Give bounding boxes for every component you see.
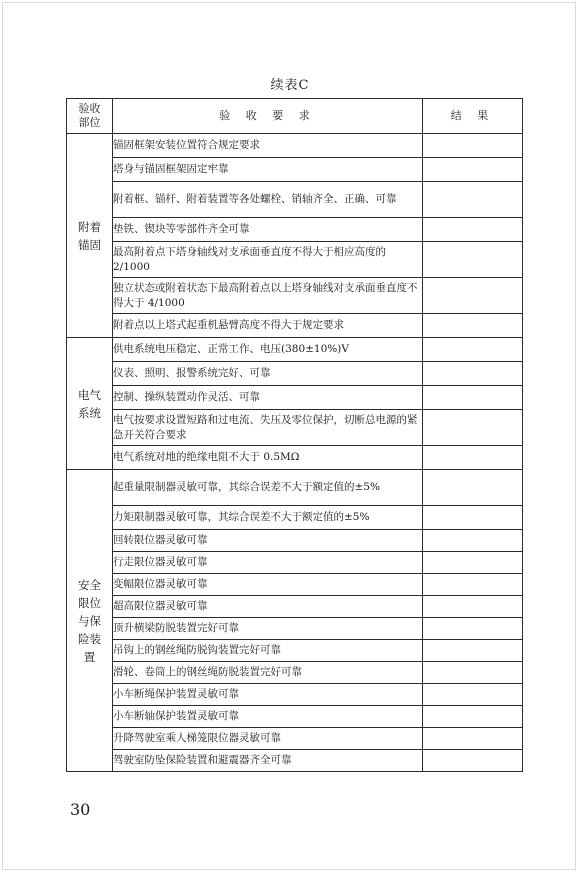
table-row — [67, 574, 523, 596]
section-part-label: 附着锚固 — [78, 219, 101, 252]
requirement-cell: 力矩限制器灵敏可靠，其综合误差不大于额定值的±5% — [113, 506, 423, 530]
requirement-cell: 变幅限位器灵敏可靠 — [113, 574, 423, 596]
section-part-label: 电气系统 — [78, 387, 101, 420]
result-cell[interactable] — [423, 574, 523, 596]
requirement-cell: 行走限位器灵敏可靠 — [113, 552, 423, 574]
table-row — [67, 362, 523, 386]
table-row — [67, 134, 523, 158]
result-cell[interactable] — [423, 470, 523, 506]
requirement-cell: 最高附着点下塔身轴线对支承面垂直度不得大于相应高度的 2/1000 — [113, 242, 423, 278]
table-row — [67, 506, 523, 530]
table-row — [67, 750, 523, 772]
result-cell[interactable] — [423, 596, 523, 618]
table-header-row — [67, 99, 523, 134]
section-part-attachment — [67, 134, 113, 338]
requirement-cell: 吊钩上的钢丝绳防脱钩装置完好可靠 — [113, 640, 423, 662]
requirement-cell: 升降驾驶室乘人梯笼限位器灵敏可靠 — [113, 728, 423, 750]
table-row — [67, 158, 523, 182]
requirement-cell: 塔身与锚固框架固定牢靠 — [113, 158, 423, 182]
result-cell[interactable] — [423, 506, 523, 530]
result-cell[interactable] — [423, 530, 523, 552]
header-result: 结 果 — [423, 99, 523, 134]
result-cell[interactable] — [423, 684, 523, 706]
table-row — [67, 446, 523, 470]
result-cell[interactable] — [423, 750, 523, 772]
section-part-label: 安全限位与保险装置 — [78, 577, 101, 664]
result-cell[interactable] — [423, 552, 523, 574]
header-requirement: 验 收 要 求 — [113, 99, 423, 134]
requirement-cell: 小车断绳保护装置灵敏可靠 — [113, 684, 423, 706]
table-row — [67, 552, 523, 574]
table-row — [67, 314, 523, 338]
requirement-cell: 电气系统对地的绝缘电阻不大于 0.5MΩ — [113, 446, 423, 470]
requirement-cell: 附着框、锚杆、附着装置等各处螺栓、销轴齐全、正确、可靠 — [113, 182, 423, 218]
table-row — [67, 640, 523, 662]
table-row — [67, 218, 523, 242]
result-cell[interactable] — [423, 278, 523, 314]
requirement-cell: 附着点以上塔式起重机悬臂高度不得大于规定要求 — [113, 314, 423, 338]
result-cell[interactable] — [423, 218, 523, 242]
result-cell[interactable] — [423, 134, 523, 158]
table-row — [67, 706, 523, 728]
table-row — [67, 530, 523, 552]
section-part-electrical — [67, 338, 113, 470]
result-cell[interactable] — [423, 662, 523, 684]
result-cell[interactable] — [423, 314, 523, 338]
result-cell[interactable] — [423, 362, 523, 386]
table-row — [67, 182, 523, 218]
requirement-cell: 垫铁、锲块等零部件齐全可靠 — [113, 218, 423, 242]
section-part-safety — [67, 470, 113, 772]
result-cell[interactable] — [423, 182, 523, 218]
result-cell[interactable] — [423, 158, 523, 182]
result-cell[interactable] — [423, 386, 523, 410]
table-row — [67, 662, 523, 684]
result-cell[interactable] — [423, 728, 523, 750]
table-row — [67, 618, 523, 640]
requirement-cell: 供电系统电压稳定、正常工作、电压(380±10%)V — [113, 338, 423, 362]
acceptance-table — [66, 98, 523, 772]
requirement-cell: 控制、操纵装置动作灵活、可靠 — [113, 386, 423, 410]
result-cell[interactable] — [423, 338, 523, 362]
requirement-cell: 超高限位器灵敏可靠 — [113, 596, 423, 618]
header-part-label — [77, 102, 103, 129]
result-cell[interactable] — [423, 640, 523, 662]
requirement-cell: 起重量限制器灵敏可靠，其综合误差不大于额定值的±5% — [113, 470, 423, 506]
requirement-cell: 小车断轴保护装置灵敏可靠 — [113, 706, 423, 728]
page-number: 30 — [70, 800, 91, 819]
table-row — [67, 728, 523, 750]
requirement-cell: 滑轮、卷筒上的钢丝绳防脱装置完好可靠 — [113, 662, 423, 684]
result-cell[interactable] — [423, 242, 523, 278]
table-row — [67, 596, 523, 618]
requirement-cell: 顶升横梁防脱装置完好可靠 — [113, 618, 423, 640]
requirement-cell: 锚固框架安装位置符合规定要求 — [113, 134, 423, 158]
table-row — [67, 386, 523, 410]
table-row — [67, 410, 523, 446]
result-cell[interactable] — [423, 446, 523, 470]
table-row — [67, 684, 523, 706]
table-caption: 续表C — [270, 78, 310, 93]
result-cell[interactable] — [423, 410, 523, 446]
header-part-text: 验收部位 — [78, 102, 101, 129]
table-row — [67, 242, 523, 278]
table-row — [67, 278, 523, 314]
table-row — [67, 338, 523, 362]
result-cell[interactable] — [423, 618, 523, 640]
requirement-cell: 独立状态或附着状态下最高附着点以上塔身轴线对支承面垂直度不得大于 4/1000 — [113, 278, 423, 314]
requirement-cell: 回转限位器灵敏可靠 — [113, 530, 423, 552]
table-row — [67, 470, 523, 506]
requirement-cell: 电气按要求设置短路和过电流、失压及零位保护，切断总电源的紧急开关符合要求 — [113, 410, 423, 446]
requirement-cell: 仪表、照明、报警系统完好、可靠 — [113, 362, 423, 386]
result-cell[interactable] — [423, 706, 523, 728]
requirement-cell: 驾驶室防坠保险装置和避震器齐全可靠 — [113, 750, 423, 772]
header-part — [67, 99, 113, 134]
